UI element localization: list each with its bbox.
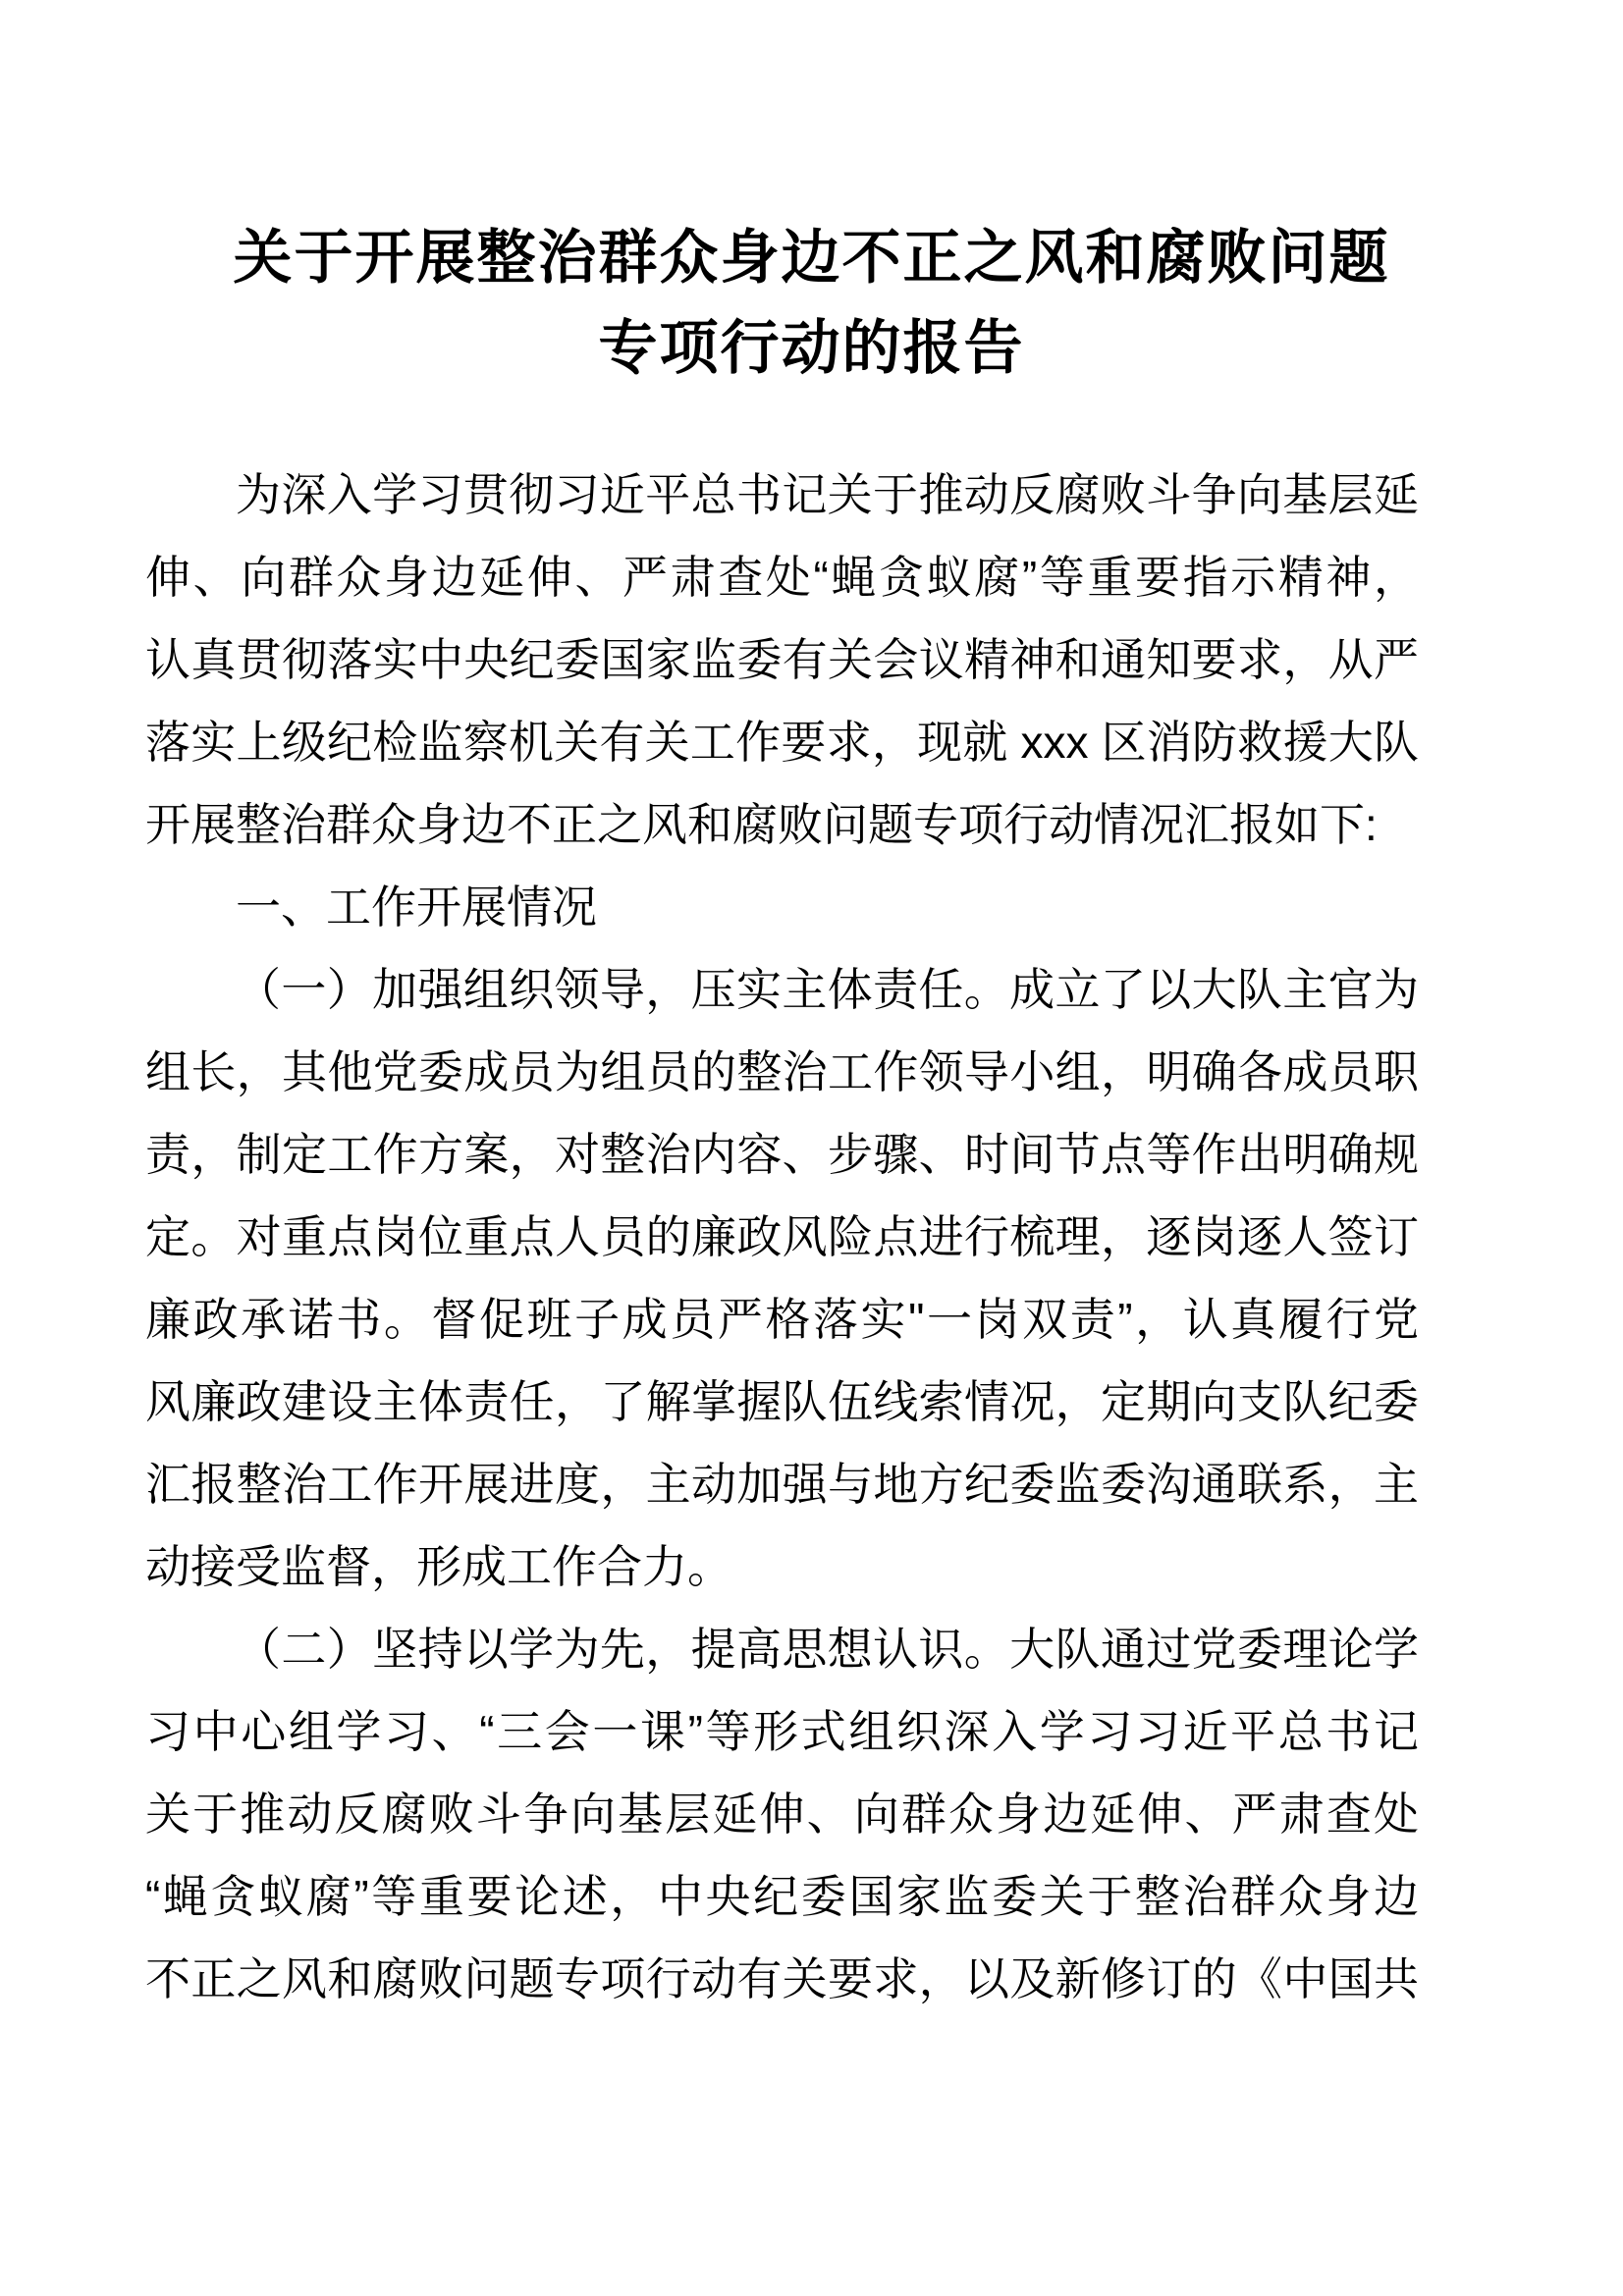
body-line: 为深入学习贯彻习近平总书记关于推动反腐败斗争向基层延 [236,469,1419,520]
body-line: 伸、向群众身边延伸、严肃查处“蝇贪蚁腐”等重要指示精神， [145,552,1419,603]
body-line: 落实上级纪检监察机关有关工作要求，现就 xxx 区消防救援大队 [145,717,1419,768]
body-line: 习中心组学习、“三会一课”等形式组织深入学习习近平总书记 [145,1706,1419,1757]
body-line: 不正之风和腐败问题专项行动有关要求，以及新修订的《中国共 [145,1953,1419,2004]
body-line: 组长，其他党委成员为组员的整治工作领导小组，明确各成员职 [145,1046,1419,1097]
body-line: 风廉政建设主体责任，了解掌握队伍线索情况，定期向支队纪委 [145,1376,1419,1427]
body-line: （二）坚持以学为先，提高思想认识。大队通过党委理论学 [236,1624,1419,1675]
body-line: “蝇贪蚁腐”等重要论述，中央纪委国家监委关于整治群众身边 [145,1871,1419,1922]
body-line: 廉政承诺书。督促班子成员严格落实"一岗双责”，认真履行党 [145,1294,1419,1345]
body-line: （一）加强组织领导，压实主体责任。成立了以大队主官为 [236,964,1419,1015]
body-line: 关于推动反腐败斗争向基层延伸、向群众身边延伸、严肃查处 [145,1789,1419,1840]
body-line: 动接受监督，形成工作合力。 [145,1541,732,1592]
title-line-1: 关于开展整治群众身边不正之风和腐败问题 [233,225,1390,291]
document-title [0,213,1623,394]
body-line: 责，制定工作方案，对整治内容、步骤、时间节点等作出明确规 [145,1129,1419,1180]
body-line: 定。对重点岗位重点人员的廉政风险点进行梳理，逐岗逐人签订 [145,1211,1419,1262]
title-line-2: 专项行动的报告 [598,315,1025,381]
document-body [145,454,1419,2020]
body-line: 一、工作开展情况 [236,881,597,933]
body-line: 开展整治群众身边不正之风和腐败问题专项行动情况汇报如下: [145,799,1378,850]
body-line: 认真贯彻落实中央纪委国家监委有关会议精神和通知要求，从严 [145,634,1419,685]
body-line: 汇报整治工作开展进度，主动加强与地方纪委监委沟通联系，主 [145,1459,1419,1510]
